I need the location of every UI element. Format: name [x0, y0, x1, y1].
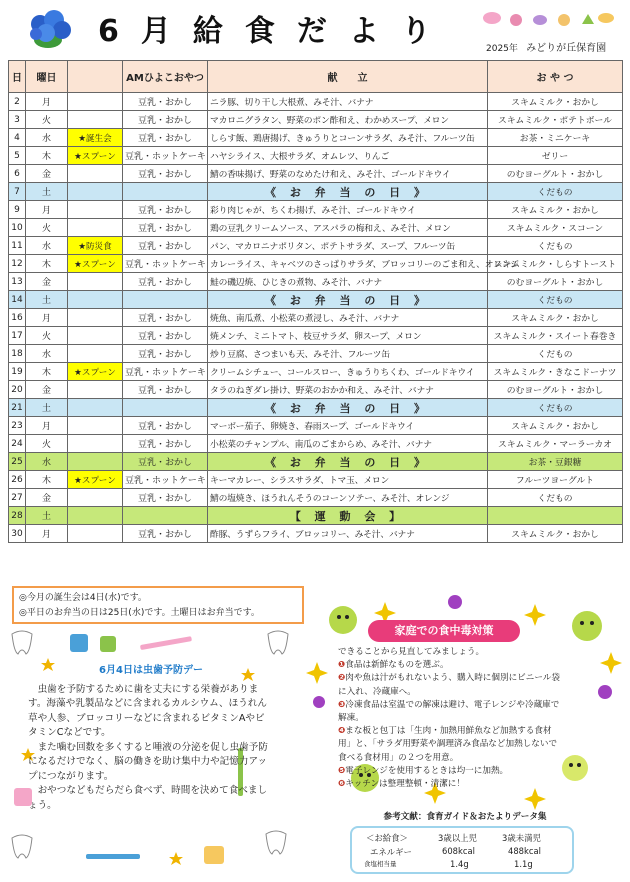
menu-cell: 酢豚、うずらフライ、ブロッコリー、みそ汁、バナナ: [208, 525, 488, 543]
menu-cell: 《 お 弁 当 の 日 》: [208, 399, 488, 417]
am-snack-cell: 豆乳・おかし: [123, 453, 208, 471]
event-cell: [68, 291, 123, 309]
menu-cell: 《 お 弁 当 の 日 》: [208, 183, 488, 201]
menu-cell: クリームシチュー、コールスロー、きゅうりちくわ、ゴールドキウイ: [208, 363, 488, 381]
food-safety-item: [338, 725, 560, 765]
dow-cell: 水: [26, 345, 68, 363]
salt-under3: 1.1g: [514, 859, 533, 869]
label-meal: ＜お給食＞: [366, 833, 408, 843]
am-snack-cell: 豆乳・おかし: [123, 327, 208, 345]
day-cell: 2: [9, 93, 26, 111]
am-snack-cell: 豆乳・おかし: [123, 309, 208, 327]
snack-cell: くだもの: [488, 399, 623, 417]
snack-cell: お茶・豆銀糖: [488, 453, 623, 471]
toothbrush-icon: [140, 636, 192, 650]
item-number: ❷: [338, 673, 346, 684]
table-row: [9, 363, 623, 381]
tooth-icon: [12, 835, 32, 858]
day-cell: 19: [9, 363, 26, 381]
event-cell: [68, 525, 123, 543]
label-salt: 食塩相当量: [364, 860, 397, 868]
day-cell: 11: [9, 237, 26, 255]
dow-cell: 木: [26, 363, 68, 381]
header: [0, 0, 630, 56]
table-row: [9, 111, 623, 129]
col-dow: 曜日: [26, 61, 68, 93]
year: 2025年: [486, 44, 518, 54]
day-cell: 5: [9, 147, 26, 165]
am-snack-cell: 豆乳・おかし: [123, 93, 208, 111]
item-number: ❶: [338, 660, 346, 671]
snack-cell: お茶・ミニケーキ: [488, 129, 623, 147]
dow-cell: 火: [26, 219, 68, 237]
am-snack-cell: 豆乳・おかし: [123, 417, 208, 435]
food-safety-item: [338, 765, 560, 778]
snack-cell: スキムミルク・おかし: [488, 417, 623, 435]
am-snack-cell: 豆乳・おかし: [123, 111, 208, 129]
am-snack-cell: 豆乳・おかし: [123, 345, 208, 363]
am-snack-cell: [123, 507, 208, 525]
menu-cell: 《 お 弁 当 の 日 》: [208, 453, 488, 471]
tooth-article: [28, 664, 274, 813]
day-cell: 14: [9, 291, 26, 309]
am-snack-cell: 豆乳・おかし: [123, 165, 208, 183]
item-text: 冷凍食品は室温での解凍は避け、電子レンジや冷蔵庫で解凍。: [338, 699, 560, 724]
dow-cell: 木: [26, 471, 68, 489]
table-row: [9, 381, 623, 399]
snack-cell: [488, 507, 623, 525]
cup-icon: [204, 846, 224, 864]
event-cell: [68, 327, 123, 345]
dow-cell: 金: [26, 381, 68, 399]
food-safety-title: 家庭での食中毒対策: [368, 620, 520, 642]
menu-cell: 【 運 動 会 】: [208, 507, 488, 525]
reference-title: 参考文献：食育ガイド＆おたよりデータ集: [383, 812, 547, 822]
energy-under3: 488kcal: [508, 846, 541, 856]
event-cell: [68, 381, 123, 399]
dow-cell: 金: [26, 489, 68, 507]
table-row: [9, 399, 623, 417]
dow-cell: 火: [26, 435, 68, 453]
menu-cell: 《 お 弁 当 の 日 》: [208, 291, 488, 309]
menu-cell: パン、マカロニナポリタン、ポテトサラダ、スープ、フルーツ缶: [208, 237, 488, 255]
snack-cell: フルーツヨーグルト: [488, 471, 623, 489]
subtitle: [486, 39, 606, 54]
snack-cell: スキムミルク・ポテトボール: [488, 111, 623, 129]
cup-icon: [70, 634, 88, 652]
table-row: [9, 309, 623, 327]
menu-cell: しらす飯、鶏唐揚げ、きゅうりとコーンサラダ、みそ汁、フルーツ缶: [208, 129, 488, 147]
salt-over3: 1.4g: [450, 859, 469, 869]
am-snack-cell: 豆乳・おかし: [123, 273, 208, 291]
day-cell: 28: [9, 507, 26, 525]
am-snack-cell: [123, 291, 208, 309]
table-row: [9, 183, 623, 201]
menu-cell: タラのねぎダレ掛け、野菜のおかか和え、みそ汁、バナナ: [208, 381, 488, 399]
table-row: [9, 525, 623, 543]
am-snack-cell: 豆乳・おかし: [123, 201, 208, 219]
item-number: ❻: [338, 779, 346, 790]
am-snack-cell: 豆乳・ホットケーキ: [123, 147, 208, 165]
am-snack-cell: 豆乳・おかし: [123, 489, 208, 507]
day-cell: 10: [9, 219, 26, 237]
cup-icon: [100, 636, 116, 652]
am-snack-cell: [123, 399, 208, 417]
fruit-icons: [478, 6, 618, 36]
table-row: [9, 435, 623, 453]
menu-cell: マカロニグラタン、野菜のポン酢和え、わかめスープ、メロン: [208, 111, 488, 129]
dow-cell: 水: [26, 237, 68, 255]
menu-cell: 鯖の塩焼き、ほうれんそうのコーンソテー、みそ汁、オレンジ: [208, 489, 488, 507]
dow-cell: 月: [26, 93, 68, 111]
dow-cell: 金: [26, 165, 68, 183]
menu-cell: 鶏の豆乳クリームソース、アスパラの梅和え、みそ汁、メロン: [208, 219, 488, 237]
am-snack-cell: 豆乳・ホットケーキ: [123, 255, 208, 273]
tooth-article-p2: また噛む回数を多くすると唾液の分泌を促し虫歯予防になるだけでなく、脳の働きを助け集中力や記憶力アップにつながります。: [28, 741, 268, 782]
col-snack: お や つ: [488, 61, 623, 93]
menu-cell: 炒り豆腐、さつまいも天、みそ汁、フルーツ缶: [208, 345, 488, 363]
tooth-icon: [12, 631, 32, 654]
dow-cell: 火: [26, 111, 68, 129]
snack-cell: スキムミルク・スコーン: [488, 219, 623, 237]
food-safety-item: [338, 778, 560, 791]
menu-table: [8, 60, 623, 543]
snack-cell: スキムミルク・おかし: [488, 93, 623, 111]
table-row: [9, 345, 623, 363]
event-cell: [68, 93, 123, 111]
menu-cell: カレーライス、キャベツのさっぱりサラダ、ブロッコリーのごま和え、オレンジ: [208, 255, 488, 273]
col-event: [68, 61, 123, 93]
event-cell: ★スプーン: [68, 147, 123, 165]
notes-box: [12, 586, 304, 624]
dow-cell: 土: [26, 291, 68, 309]
menu-cell: キーマカレー、シラスサラダ、トマ玉、メロン: [208, 471, 488, 489]
day-cell: 30: [9, 525, 26, 543]
snack-cell: スキムミルク・しらすトースト: [488, 255, 623, 273]
bacteria-icon: [329, 606, 357, 634]
food-safety-item: [338, 659, 560, 672]
event-cell: ★スプーン: [68, 255, 123, 273]
event-cell: ★スプーン: [68, 471, 123, 489]
item-number: ❹: [338, 726, 346, 737]
col-menu: 献 立: [208, 61, 488, 93]
am-snack-cell: 豆乳・おかし: [123, 237, 208, 255]
menu-cell: 鯖の香味揚げ、野菜のなめたけ和え、みそ汁、ゴールドキウイ: [208, 165, 488, 183]
event-cell: [68, 435, 123, 453]
food-safety-item: [338, 699, 560, 725]
table-row: [9, 327, 623, 345]
table-row: [9, 489, 623, 507]
menu-cell: マーボー茄子、卵焼き、春雨スープ、ゴールドキウイ: [208, 417, 488, 435]
event-cell: [68, 399, 123, 417]
dow-cell: 月: [26, 525, 68, 543]
food-safety-item: [338, 672, 560, 698]
page-title: 6月給食だより: [98, 14, 453, 49]
tooth-article-p3: おやつなどもだらだら食べず、時間を決めて食べましょう。: [28, 785, 268, 811]
snack-cell: スキムミルク・おかし: [488, 201, 623, 219]
col-over3: 3歳以上児: [438, 833, 477, 843]
menu-cell: 焼メンチ、ミニトマト、枝豆サラダ、卵スープ、メロン: [208, 327, 488, 345]
day-cell: 13: [9, 273, 26, 291]
food-safety-list: [338, 646, 560, 791]
item-number: ❸: [338, 699, 346, 710]
table-row: [9, 417, 623, 435]
day-cell: 16: [9, 309, 26, 327]
snack-cell: くだもの: [488, 183, 623, 201]
am-snack-cell: 豆乳・おかし: [123, 219, 208, 237]
snack-cell: スキムミルク・スイート春巻き: [488, 327, 623, 345]
event-cell: [68, 201, 123, 219]
table-row: [9, 237, 623, 255]
table-row: [9, 129, 623, 147]
menu-cell: 焼魚、南瓜煮、小松菜の煮浸し、みそ汁、バナナ: [208, 309, 488, 327]
event-cell: [68, 345, 123, 363]
nutrition-box: [350, 826, 574, 874]
item-text: キッチンは整理整頓・清潔に！: [345, 779, 465, 790]
item-text: 食品は新鮮なものを選ぶ。: [345, 660, 449, 671]
snack-cell: スキムミルク・マーラーカオ: [488, 435, 623, 453]
day-cell: 4: [9, 129, 26, 147]
note-birthday: ◎今月の誕生会は4日(水)です。: [19, 593, 147, 603]
label-energy: エネルギー: [370, 847, 412, 857]
day-cell: 7: [9, 183, 26, 201]
table-row: [9, 165, 623, 183]
snack-cell: くだもの: [488, 237, 623, 255]
am-snack-cell: 豆乳・おかし: [123, 129, 208, 147]
dow-cell: 土: [26, 399, 68, 417]
table-row: [9, 507, 623, 525]
table-row: [9, 255, 623, 273]
menu-cell: 小松菜のチャンプル、南瓜のごまからめ、みそ汁、バナナ: [208, 435, 488, 453]
snack-cell: ゼリー: [488, 147, 623, 165]
day-cell: 9: [9, 201, 26, 219]
table-row: [9, 147, 623, 165]
bacteria-icon: [572, 611, 602, 641]
col-under3: 3歳未満児: [502, 833, 541, 843]
am-snack-cell: 豆乳・おかし: [123, 525, 208, 543]
snack-cell: のむヨーグルト・おかし: [488, 381, 623, 399]
am-snack-cell: 豆乳・ホットケーキ: [123, 471, 208, 489]
menu-cell: 彩り肉じゃが、ちくわ揚げ、みそ汁、ゴールドキウイ: [208, 201, 488, 219]
event-cell: [68, 273, 123, 291]
bacteria-icon: [562, 755, 588, 781]
snack-cell: くだもの: [488, 489, 623, 507]
tooth-icon: [268, 631, 288, 654]
col-am-snack: AMひよこおやつ: [123, 61, 208, 93]
item-text: まな板と包丁は「生肉・加熱用鮮魚など加熱する食材用」と、「サラダ用野菜や調理済み食品など加熱しないで食べる食材用」の２つを用意。: [338, 726, 558, 763]
dow-cell: 土: [26, 507, 68, 525]
note-bento: ◎平日のお弁当の日は25日(水)です。土曜日はお弁当です。: [19, 608, 260, 618]
snack-cell: のむヨーグルト・おかし: [488, 273, 623, 291]
snack-cell: スキムミルク・おかし: [488, 525, 623, 543]
tooth-icon: [266, 831, 286, 854]
day-cell: 17: [9, 327, 26, 345]
energy-over3: 608kcal: [442, 846, 475, 856]
event-cell: [68, 309, 123, 327]
food-safety-intro: できることから見直してみましょう。: [338, 647, 485, 657]
event-cell: [68, 111, 123, 129]
toothbrush-icon: [86, 854, 140, 859]
event-cell: [68, 219, 123, 237]
day-cell: 20: [9, 381, 26, 399]
am-snack-cell: 豆乳・ホットケーキ: [123, 363, 208, 381]
day-cell: 25: [9, 453, 26, 471]
menu-cell: 鮭の磯辺焼、ひじきの煮物、みそ汁、バナナ: [208, 273, 488, 291]
menu-cell: ニラ豚、切り干し大根煮、みそ汁、バナナ: [208, 93, 488, 111]
am-snack-cell: [123, 183, 208, 201]
hydrangea-icon: [20, 6, 82, 52]
col-day: 日: [9, 61, 26, 93]
am-snack-cell: 豆乳・おかし: [123, 381, 208, 399]
table-row: [9, 201, 623, 219]
item-text: 電子レンジを使用するときは均一に加熱。: [345, 765, 509, 776]
menu-cell: ハヤシライス、大根サラダ、オムレツ、りんご: [208, 147, 488, 165]
tooth-article-p1: 虫歯を予防するために歯を丈夫にする栄養があります。海藻や乳製品などに含まれるカルシウム、ほうれん草や人参、ブロッコリーなどに含まれるビタミンAやビタミンCなどです。: [28, 683, 268, 738]
dow-cell: 火: [26, 327, 68, 345]
school-name: みどりが丘保育園: [526, 43, 607, 54]
event-cell: [68, 183, 123, 201]
day-cell: 24: [9, 435, 26, 453]
dow-cell: 金: [26, 273, 68, 291]
snack-cell: くだもの: [488, 291, 623, 309]
dow-cell: 土: [26, 183, 68, 201]
event-cell: ★スプーン: [68, 363, 123, 381]
table-header: [9, 61, 623, 93]
dow-cell: 月: [26, 201, 68, 219]
event-cell: ★防災食: [68, 237, 123, 255]
snack-cell: スキムミルク・きなこドーナツ: [488, 363, 623, 381]
dow-cell: 木: [26, 147, 68, 165]
table-row: [9, 273, 623, 291]
snack-cell: スキムミルク・おかし: [488, 309, 623, 327]
am-snack-cell: 豆乳・おかし: [123, 435, 208, 453]
tooth-article-title: 6月4日は虫歯予防デー: [99, 665, 203, 676]
item-number: ❺: [338, 765, 346, 776]
dow-cell: 月: [26, 417, 68, 435]
day-cell: 12: [9, 255, 26, 273]
day-cell: 27: [9, 489, 26, 507]
event-cell: [68, 165, 123, 183]
table-row: [9, 93, 623, 111]
day-cell: 26: [9, 471, 26, 489]
event-cell: [68, 453, 123, 471]
table-row: [9, 471, 623, 489]
day-cell: 18: [9, 345, 26, 363]
dow-cell: 月: [26, 309, 68, 327]
dow-cell: 水: [26, 129, 68, 147]
event-cell: [68, 489, 123, 507]
event-cell: ★誕生会: [68, 129, 123, 147]
day-cell: 21: [9, 399, 26, 417]
snack-cell: のむヨーグルト・おかし: [488, 165, 623, 183]
day-cell: 3: [9, 111, 26, 129]
table-row: [9, 219, 623, 237]
table-row: [9, 453, 623, 471]
dow-cell: 水: [26, 453, 68, 471]
snack-cell: くだもの: [488, 345, 623, 363]
event-cell: [68, 417, 123, 435]
day-cell: 23: [9, 417, 26, 435]
dow-cell: 木: [26, 255, 68, 273]
day-cell: 6: [9, 165, 26, 183]
table-row: [9, 291, 623, 309]
event-cell: [68, 507, 123, 525]
item-text: 肉や魚は汁がもれないよう、購入時に個別にビニール袋に入れ、冷蔵庫へ。: [338, 673, 560, 697]
